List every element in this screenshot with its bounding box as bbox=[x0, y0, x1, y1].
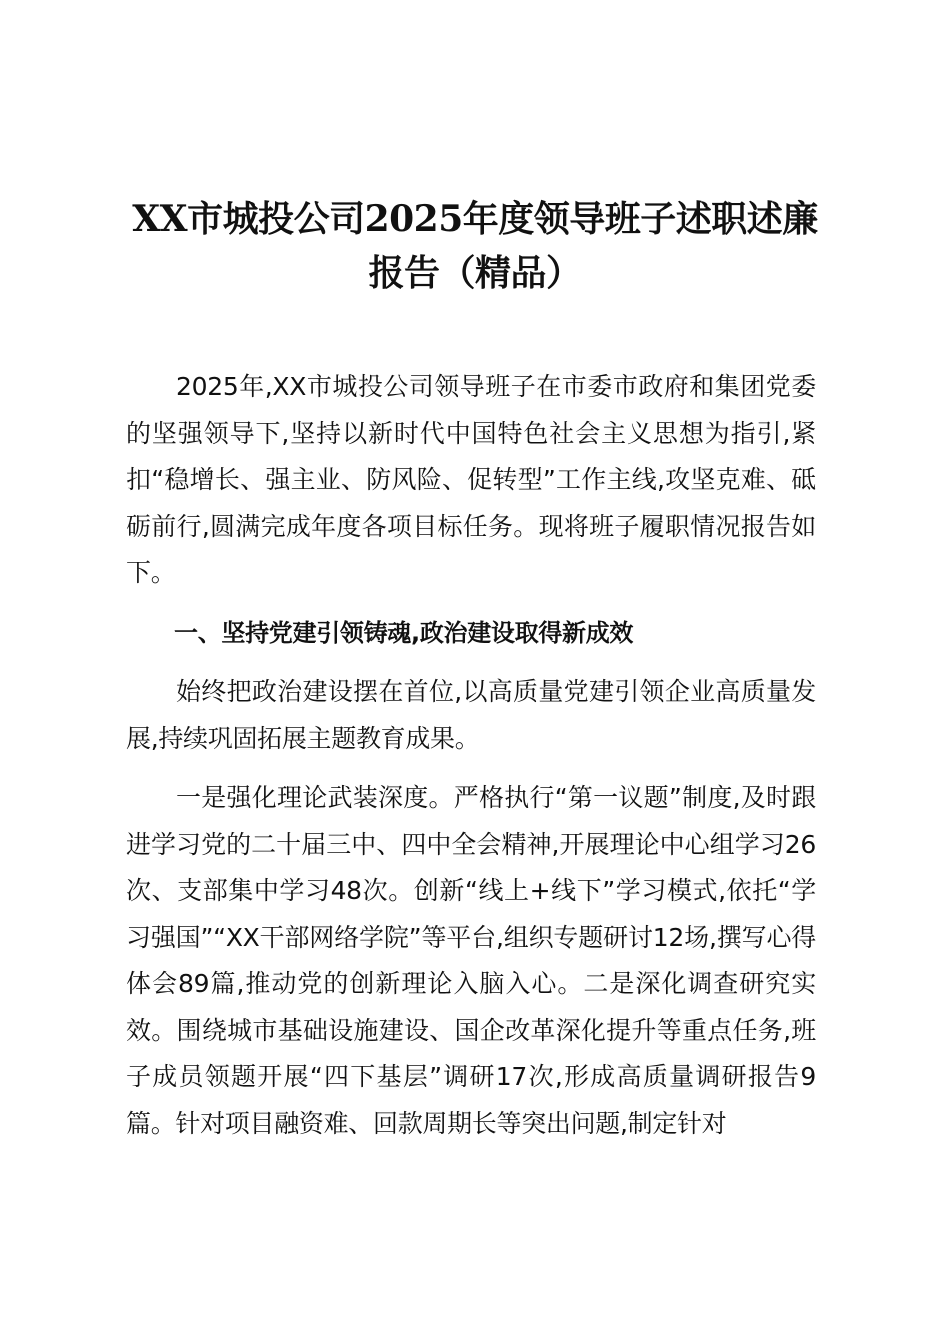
section-1-paragraph: 始终把政治建设摆在首位,以高质量党建引领企业高质量发展,持续巩固拓展主题教育成果。 bbox=[126, 677, 816, 753]
document-body bbox=[126, 364, 816, 1160]
section-1-details-paragraph: 一是强化理论武装深度。严格执行“第一议题”制度,及时跟进学习党的二十届三中、四中全会精神,开展理论中心组学习26次、支部集中学习48次。创新“线上+线下”学习模式,依托“学习强国”“XX干部网络学院”等平台,组织专题研讨12场,撰写心得体会89篇,推动党的创新理论入脑入心。二是深化调查研究实效。围绕城市基础设施建设、国企改革深化提升等重点任务,班子成员领题开展“四下基层”调研17次,形成高质量调研报告9篇。针对项目融资难、回款周期长等突出问题,制定针对 bbox=[126, 783, 816, 1138]
intro-paragraph: 2025年,XX市城投公司领导班子在市委市政府和集团党委的坚强领导下,坚持以新时代中国特色社会主义思想为指引,紧扣“稳增长、强主业、防风险、促转型”工作主线,攻坚克难、砥砺前行,圆满完成年度各项目标任务。现将班子履职情况报告如下。 bbox=[126, 372, 816, 587]
section-heading-1: 一、坚持党建引领铸魂,政治建设取得新成效 bbox=[174, 618, 634, 647]
document-title: XX市城投公司2025年度领导班子述职述廉报告（精品） bbox=[132, 198, 818, 294]
